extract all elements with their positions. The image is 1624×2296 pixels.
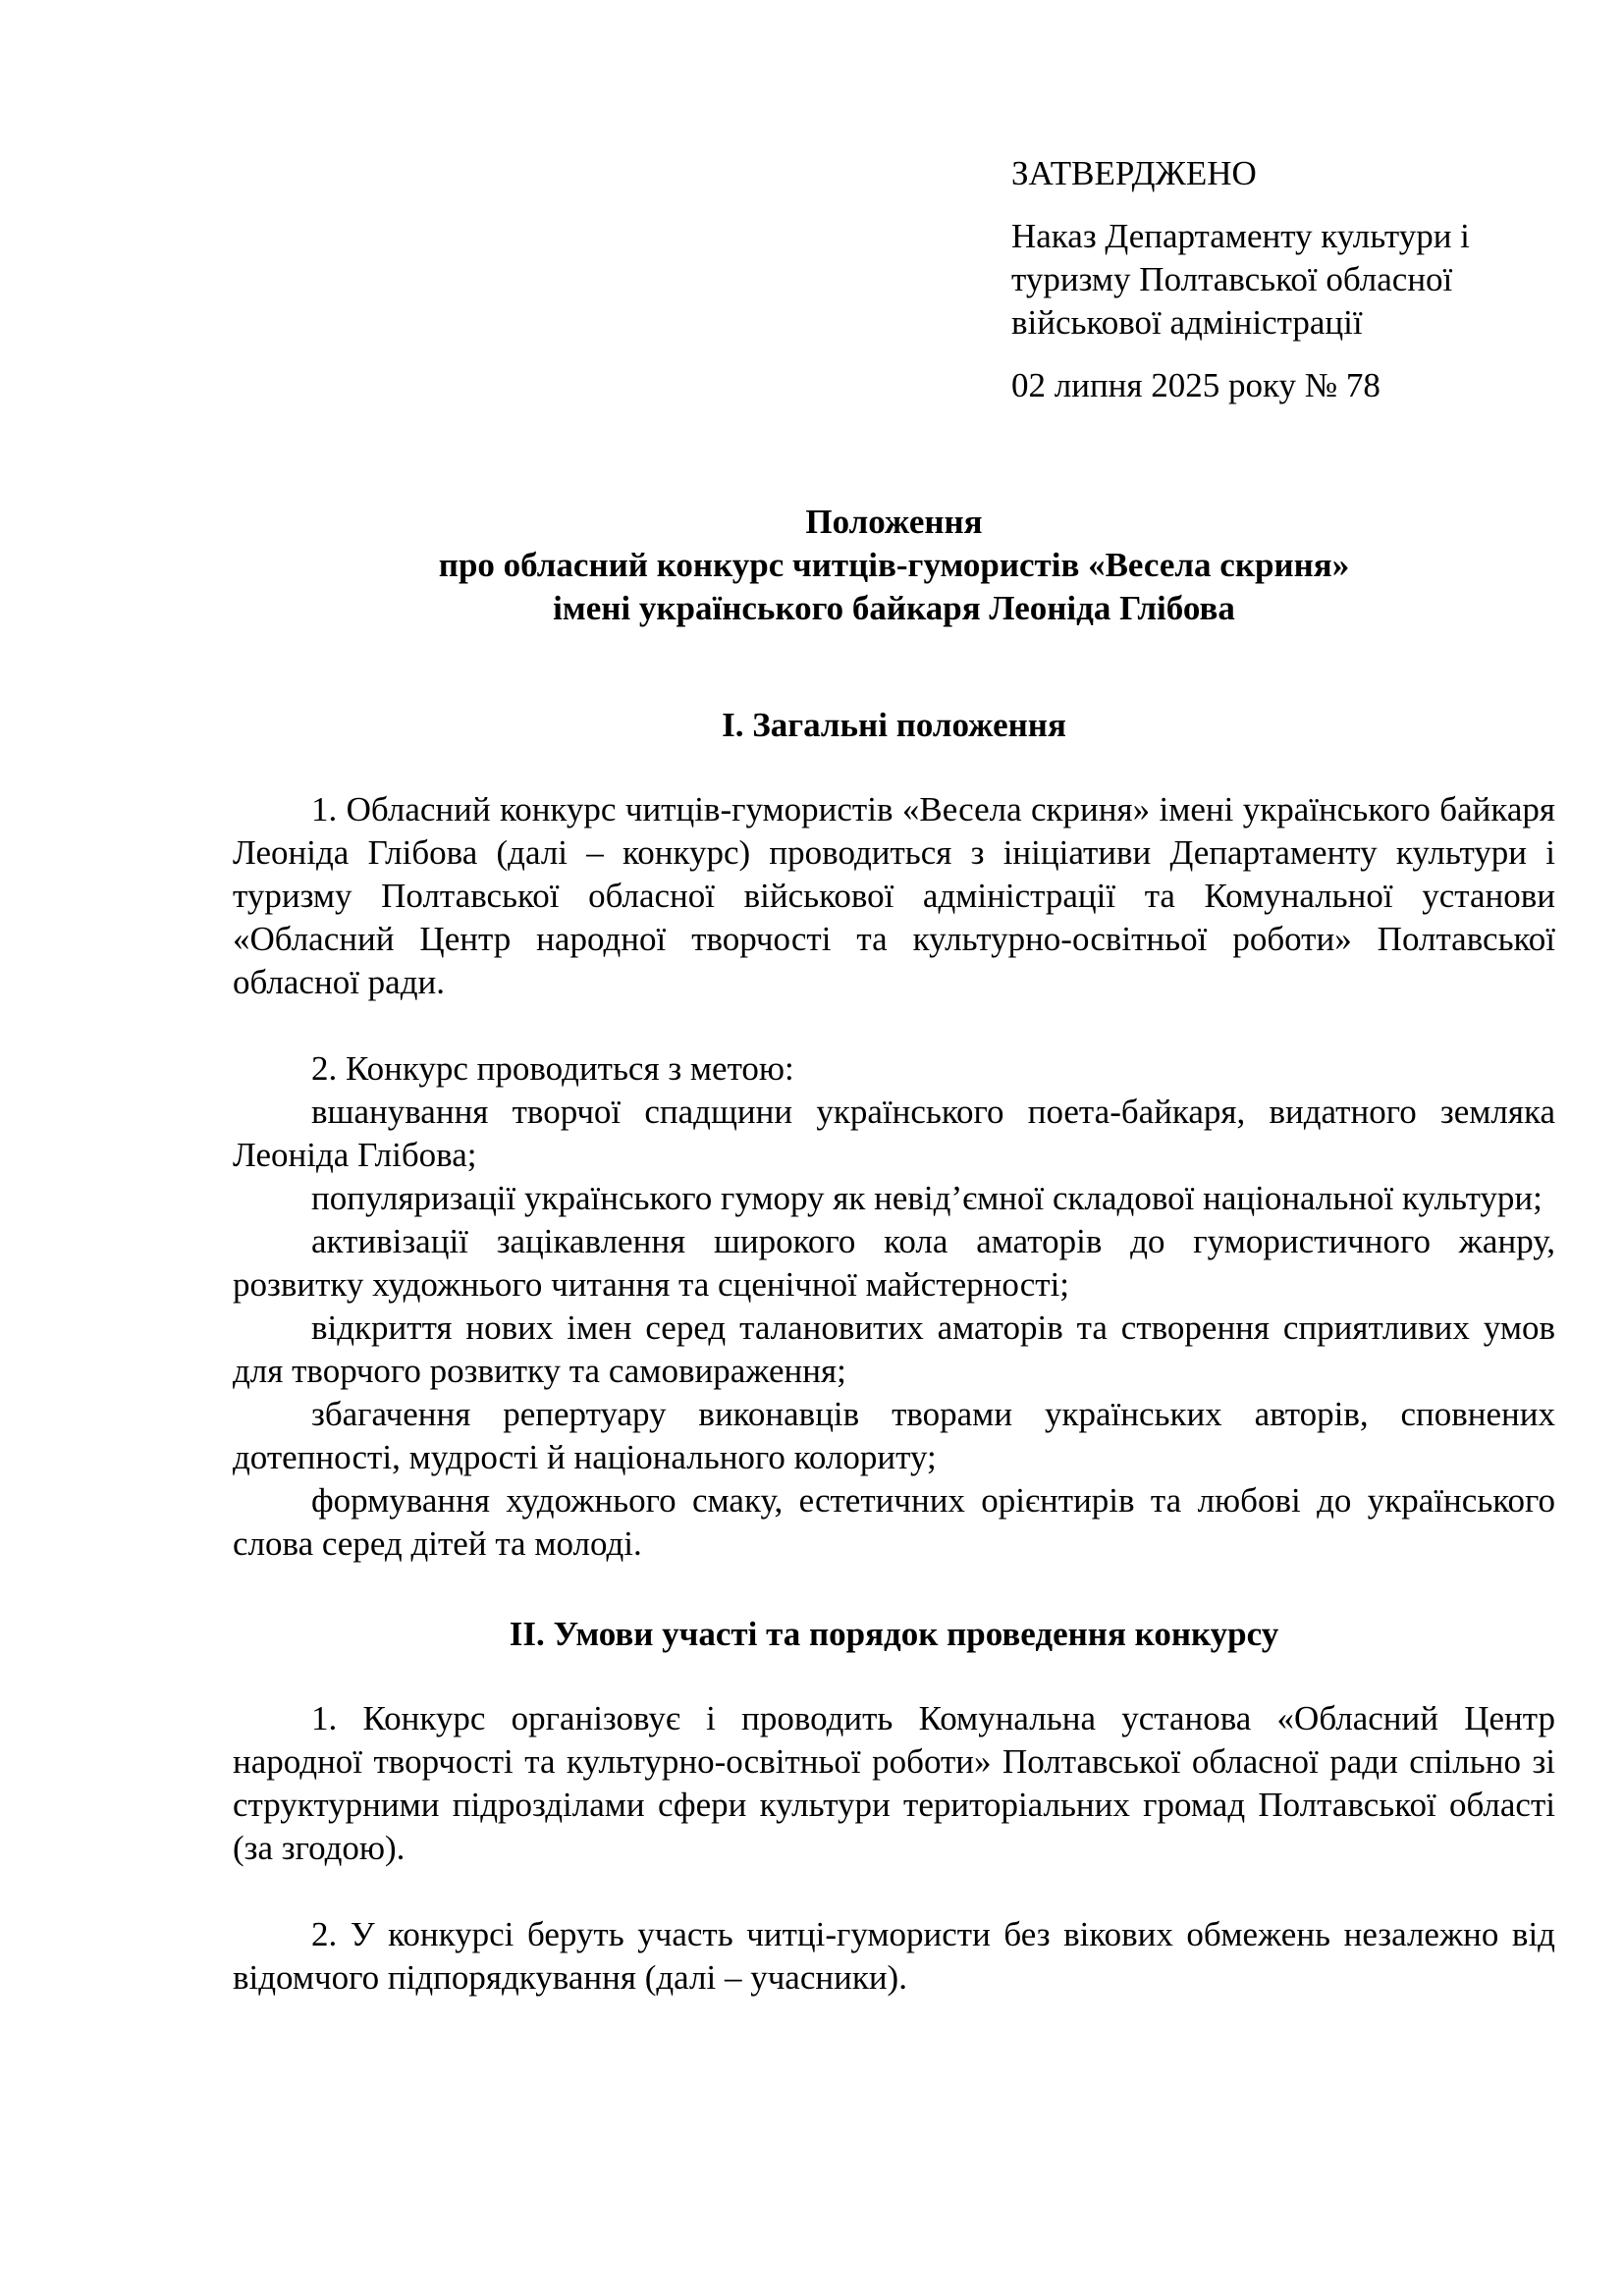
- paragraph: 1. Обласний конкурс читців-гумористів «Весела скриня» імені українського байкаря Леоніда Глібова (далі – конкурс) проводиться з ініціативи Департаменту культури і туризму Полтавської обласної військової адміністрації та Комунальної установи «Обласний Центр народної творчості та культурно-освітньої роботи» Полтавської обласної ради.: [233, 790, 1555, 1001]
- paragraph-gap: [233, 1004, 1555, 1047]
- title-line: про обласний конкурс читців-гумористів «Весела скриня»: [438, 546, 1350, 584]
- list-item: вшанування творчої спадщини українського поета-байкаря, видатного земляка Леоніда Глібова;: [233, 1093, 1555, 1174]
- list-item: збагачення репертуару виконавців творами українських авторів, сповнених дотепності, мудрості й національного колориту;: [233, 1395, 1555, 1476]
- document-body: [233, 501, 1555, 2000]
- goals-list: [233, 1091, 1555, 1566]
- section-heading: ІІ. Умови участі та порядок проведення конкурсу: [509, 1615, 1279, 1653]
- list-item: відкриття нових імен серед талановитих аматорів та створення сприятливих умов для творчого розвитку та самовираження;: [233, 1308, 1555, 1390]
- document-title: [233, 501, 1555, 630]
- approved-label: ЗАТВЕРДЖЕНО: [1011, 154, 1257, 192]
- order-reference: [1011, 215, 1561, 345]
- paragraph-gap: [233, 1870, 1555, 1913]
- approval-stamp: [1011, 152, 1561, 407]
- title-line: імені українського байкаря Леоніда Глібова: [553, 589, 1235, 627]
- section-heading: І. Загальні положення: [722, 706, 1066, 744]
- list-item: популяризації українського гумору як невід’ємної складової національної культури;: [311, 1179, 1543, 1217]
- paragraph: 1. Конкурс організовує і проводить Комунальна установа «Обласний Центр народної творчості та культурно-освітньої роботи» Полтавської обласної ради спільно зі структурними підрозділами сфери культури територіальних громад Полтавської області (за згодою).: [233, 1699, 1555, 1867]
- title-line: Положення: [805, 503, 983, 541]
- order-line: військової адміністрації: [1011, 303, 1363, 342]
- list-item: активізації зацікавлення широкого кола аматорів до гумористичного жанру, розвитку художнього читання та сценічної майстерності;: [233, 1222, 1555, 1304]
- paragraph: 2. Конкурс проводиться з метою:: [311, 1049, 794, 1088]
- order-date: 02 липня 2025 року № 78: [1011, 366, 1380, 404]
- paragraph: 2. У конкурсі беруть участь читці-гумористи без вікових обмежень незалежно від відомчого підпорядкування (далі – учасники).: [233, 1915, 1555, 1997]
- order-line: туризму Полтавської обласної: [1011, 260, 1453, 298]
- order-line: Наказ Департаменту культури і: [1011, 217, 1470, 255]
- list-item: формування художнього смаку, естетичних орієнтирів та любові до українського слова серед дітей та молоді.: [233, 1481, 1555, 1563]
